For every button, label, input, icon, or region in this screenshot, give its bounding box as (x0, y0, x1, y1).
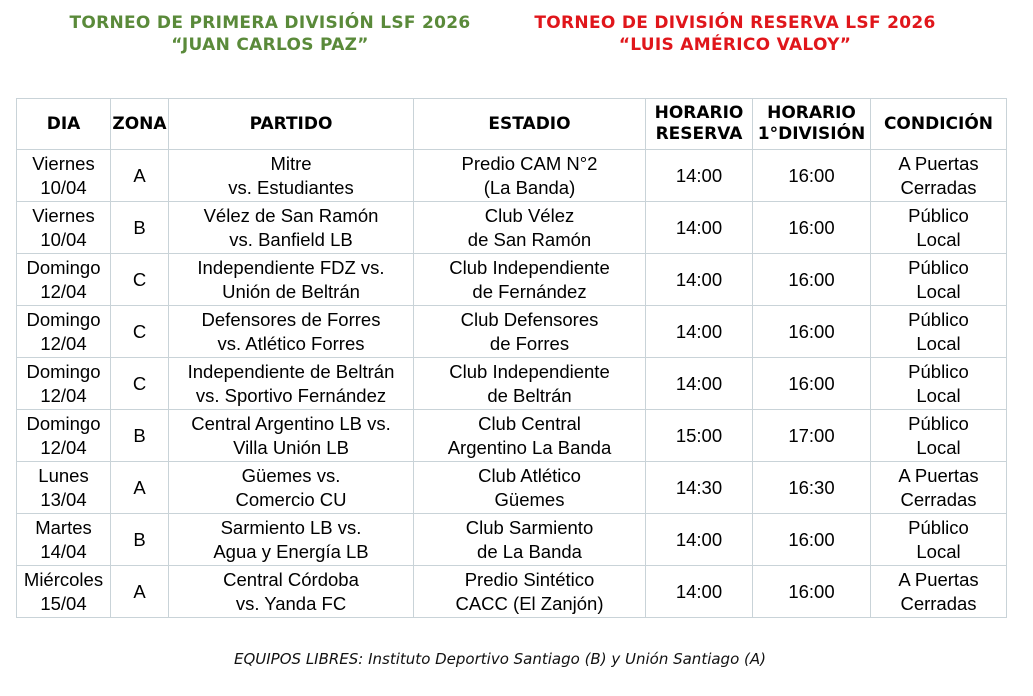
estadio-cell (414, 566, 646, 618)
estadio-cell (414, 306, 646, 358)
dia-cell-line: 13/04 (40, 488, 87, 510)
partido-cell-line: vs. Estudiantes (228, 176, 354, 198)
reserva-division-title-line2: “LUIS AMÉRICO VALOY” (618, 35, 852, 55)
condicion-cell-line: Local (916, 228, 961, 250)
condicion-cell-line: Cerradas (900, 488, 977, 510)
estadio-cell-line: (La Banda) (483, 176, 576, 198)
dia-cell-line: 10/04 (40, 228, 87, 250)
table-row (17, 358, 1007, 410)
estadio-cell (414, 358, 646, 410)
primera-division-title (40, 12, 500, 56)
horario-reserva-cell: 14:30 (646, 462, 753, 514)
partido-cell-line: Defensores de Forres (201, 309, 381, 330)
horario-reserva-cell: 14:00 (646, 202, 753, 254)
zona-cell: C (111, 254, 169, 306)
table-header-row (17, 99, 1007, 150)
estadio-cell-line: de Forres (489, 332, 570, 354)
partido-cell (169, 566, 414, 618)
dia-cell (17, 566, 111, 618)
condicion-cell-line: A Puertas (898, 465, 979, 486)
estadio-cell-line: Club Atlético (478, 465, 581, 486)
estadio-cell-line: de Beltrán (487, 384, 572, 406)
column-header-horario-reserva-line1: HORARIO (654, 103, 744, 123)
horario-reserva-cell: 14:00 (646, 306, 753, 358)
condicion-cell-line: Público (908, 361, 969, 382)
dia-cell (17, 462, 111, 514)
dia-cell (17, 254, 111, 306)
condicion-cell-line: Público (908, 205, 969, 226)
reserva-division-title-line1: TORNEO DE DIVISIÓN RESERVA LSF 2026 (534, 13, 936, 33)
condicion-cell (871, 358, 1007, 410)
partido-cell-line: vs. Yanda FC (235, 592, 347, 614)
dia-cell-line: 15/04 (40, 592, 87, 614)
partido-cell (169, 358, 414, 410)
table-row (17, 202, 1007, 254)
partido-cell-line: Central Córdoba (223, 569, 359, 590)
zona-cell: C (111, 306, 169, 358)
dia-cell (17, 358, 111, 410)
estadio-cell (414, 410, 646, 462)
fixture-table-body (17, 150, 1007, 618)
condicion-cell-line: Público (908, 257, 969, 278)
equipos-libres-note: EQUIPOS LIBRES: Instituto Deportivo Santiago (B) y Unión Santiago (A) (233, 650, 766, 668)
horario-primera-cell: 17:00 (753, 410, 871, 462)
partido-cell-line: vs. Sportivo Fernández (195, 384, 387, 406)
dia-cell-line: 14/04 (40, 540, 87, 562)
condicion-cell (871, 514, 1007, 566)
dia-cell (17, 410, 111, 462)
dia-cell (17, 306, 111, 358)
partido-cell-line: Vélez de San Ramón (203, 205, 379, 226)
table-row (17, 566, 1007, 618)
partido-cell-line: Mitre (270, 153, 312, 174)
column-header-zona: ZONA (111, 99, 169, 150)
dia-cell (17, 150, 111, 202)
condicion-cell-line: Local (916, 280, 961, 302)
dia-cell-line: Domingo (26, 413, 101, 434)
estadio-cell-line: Argentino La Banda (447, 436, 612, 458)
table-row (17, 410, 1007, 462)
horario-primera-cell: 16:00 (753, 150, 871, 202)
horario-reserva-cell: 15:00 (646, 410, 753, 462)
horario-primera-cell: 16:00 (753, 514, 871, 566)
dia-cell-line: 10/04 (40, 176, 87, 198)
condicion-cell (871, 150, 1007, 202)
partido-cell-line: Agua y Energía LB (213, 540, 369, 562)
partido-cell-line: vs. Atlético Forres (217, 332, 365, 354)
horario-reserva-cell: 14:00 (646, 150, 753, 202)
partido-cell-line: Güemes vs. (241, 465, 341, 486)
estadio-cell-line: Predio Sintético (464, 569, 595, 590)
dia-cell-line: Viernes (32, 205, 95, 226)
partido-cell-line: Independiente de Beltrán (187, 361, 395, 382)
dia-cell-line: Domingo (26, 257, 101, 278)
estadio-cell (414, 254, 646, 306)
zona-cell: B (111, 202, 169, 254)
dia-cell (17, 202, 111, 254)
dia-cell-line: Domingo (26, 361, 101, 382)
column-header-horario-reserva (646, 99, 753, 150)
condicion-cell-line: Local (916, 540, 961, 562)
reserva-division-title (520, 12, 950, 56)
zona-cell: B (111, 514, 169, 566)
estadio-cell (414, 514, 646, 566)
condicion-cell-line: Público (908, 309, 969, 330)
table-row (17, 306, 1007, 358)
estadio-cell (414, 462, 646, 514)
condicion-cell-line: Público (908, 413, 969, 434)
horario-primera-cell: 16:00 (753, 358, 871, 410)
condicion-cell-line: Cerradas (900, 592, 977, 614)
horario-primera-cell: 16:00 (753, 566, 871, 618)
partido-cell-line: Sarmiento LB vs. (220, 517, 362, 538)
column-header-partido: PARTIDO (169, 99, 414, 150)
zona-cell: B (111, 410, 169, 462)
condicion-cell (871, 306, 1007, 358)
primera-division-title-line2: “JUAN CARLOS PAZ” (171, 35, 369, 55)
zona-cell: A (111, 566, 169, 618)
table-row (17, 254, 1007, 306)
condicion-cell (871, 202, 1007, 254)
condicion-cell-line: Público (908, 517, 969, 538)
table-row (17, 462, 1007, 514)
horario-primera-cell: 16:00 (753, 254, 871, 306)
condicion-cell-line: Local (916, 384, 961, 406)
partido-cell (169, 254, 414, 306)
column-header-horario-primera (753, 99, 871, 150)
partido-cell (169, 306, 414, 358)
partido-cell-line: Villa Unión LB (233, 436, 349, 458)
partido-cell (169, 462, 414, 514)
estadio-cell-line: de Fernández (472, 280, 587, 302)
dia-cell-line: 12/04 (40, 332, 87, 354)
partido-cell-line: Central Argentino LB vs. (191, 413, 391, 434)
fixture-table (16, 98, 1007, 618)
dia-cell-line: 12/04 (40, 436, 87, 458)
condicion-cell (871, 462, 1007, 514)
horario-primera-cell: 16:00 (753, 202, 871, 254)
partido-cell-line: Independiente FDZ vs. (197, 257, 385, 278)
horario-reserva-cell: 14:00 (646, 566, 753, 618)
table-row (17, 150, 1007, 202)
horario-reserva-cell: 14:00 (646, 358, 753, 410)
column-header-estadio: ESTADIO (414, 99, 646, 150)
dia-cell-line: Domingo (26, 309, 101, 330)
estadio-cell-line: Club Independiente (449, 361, 610, 382)
estadio-cell-line: Predio CAM N°2 (461, 153, 598, 174)
partido-cell (169, 202, 414, 254)
partido-cell (169, 514, 414, 566)
column-header-horario-primera-line1: HORARIO (767, 103, 856, 123)
estadio-cell-line: de La Banda (477, 540, 582, 562)
condicion-cell-line: Local (916, 332, 961, 354)
condicion-cell (871, 566, 1007, 618)
condicion-cell-line: Cerradas (900, 176, 977, 198)
condicion-cell-line: Local (916, 436, 961, 458)
estadio-cell-line: Club Vélez (484, 205, 575, 226)
condicion-cell (871, 410, 1007, 462)
zona-cell: C (111, 358, 169, 410)
estadio-cell (414, 150, 646, 202)
estadio-cell-line: Club Sarmiento (465, 517, 594, 538)
partido-cell-line: Unión de Beltrán (222, 280, 360, 302)
estadio-cell-line: CACC (El Zanjón) (455, 592, 604, 614)
estadio-cell-line: Club Independiente (449, 257, 610, 278)
column-header-horario-reserva-line2: RESERVA (655, 124, 743, 144)
zona-cell: A (111, 462, 169, 514)
horario-primera-cell: 16:00 (753, 306, 871, 358)
dia-cell-line: 12/04 (40, 280, 87, 302)
dia-cell-line: 12/04 (40, 384, 87, 406)
condicion-cell-line: A Puertas (898, 153, 979, 174)
partido-cell (169, 410, 414, 462)
dia-cell-line: Martes (35, 517, 92, 538)
zona-cell: A (111, 150, 169, 202)
condicion-cell-line: A Puertas (898, 569, 979, 590)
dia-cell-line: Lunes (38, 465, 89, 486)
horario-reserva-cell: 14:00 (646, 254, 753, 306)
primera-division-title-line1: TORNEO DE PRIMERA DIVISIÓN LSF 2026 (69, 13, 471, 33)
condicion-cell (871, 254, 1007, 306)
column-header-horario-primera-line2: 1°DIVISIÓN (757, 124, 866, 144)
dia-cell (17, 514, 111, 566)
estadio-cell-line: Club Central (478, 413, 581, 434)
partido-cell-line: Comercio CU (235, 488, 347, 510)
estadio-cell-line: de San Ramón (467, 228, 592, 250)
column-header-dia: DIA (17, 99, 111, 150)
horario-reserva-cell: 14:00 (646, 514, 753, 566)
partido-cell-line: vs. Banfield LB (229, 228, 353, 250)
dia-cell-line: Miércoles (23, 569, 104, 590)
table-row (17, 514, 1007, 566)
dia-cell-line: Viernes (32, 153, 95, 174)
column-header-condicion: CONDICIÓN (871, 99, 1007, 150)
estadio-cell-line: Club Defensores (460, 309, 599, 330)
horario-primera-cell: 16:30 (753, 462, 871, 514)
estadio-cell (414, 202, 646, 254)
estadio-cell-line: Güemes (494, 488, 565, 510)
partido-cell (169, 150, 414, 202)
